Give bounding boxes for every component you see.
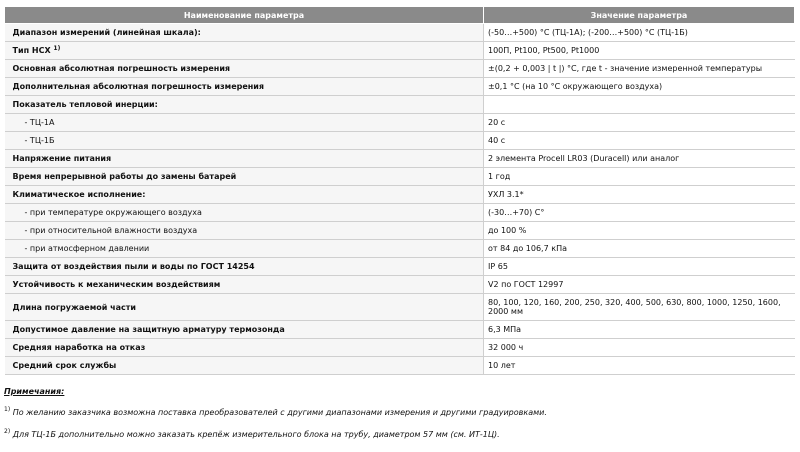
param-name-text: Средняя наработка на отказ bbox=[12, 343, 146, 352]
notes-section bbox=[4, 387, 794, 452]
param-name bbox=[5, 240, 484, 258]
param-value: ±0,1 °С (на 10 °С окружающего воздуха) bbox=[484, 78, 795, 96]
param-name bbox=[5, 132, 484, 150]
table-row bbox=[5, 150, 795, 168]
table-row bbox=[5, 357, 795, 375]
param-value: 6,3 МПа bbox=[484, 321, 795, 339]
footnote-text: Для ТЦ-1Б дополнительно можно заказать крепёж измерительного блока на трубу, диаметром 57 мм (см. ИТ-1Ц). bbox=[10, 430, 500, 439]
parameters-table bbox=[4, 6, 795, 375]
table-row bbox=[5, 294, 795, 321]
table-row bbox=[5, 339, 795, 357]
param-name-text: Время непрерывной работы до замены батарей bbox=[12, 172, 237, 181]
footnote bbox=[4, 430, 794, 439]
param-name-text: - при атмосферном давлении bbox=[24, 244, 150, 253]
table-row bbox=[5, 204, 795, 222]
table-row bbox=[5, 258, 795, 276]
param-name-text: Средний срок службы bbox=[12, 361, 117, 370]
param-name bbox=[5, 168, 484, 186]
column-header-name: Наименование параметра bbox=[5, 7, 484, 24]
param-name bbox=[5, 150, 484, 168]
param-name bbox=[5, 294, 484, 321]
param-name-text: Дополнительная абсолютная погрешность измерения bbox=[12, 82, 265, 91]
table-row bbox=[5, 168, 795, 186]
param-name bbox=[5, 276, 484, 294]
param-name-text: Климатическое исполнение: bbox=[12, 190, 146, 199]
notes-title: Примечания: bbox=[4, 387, 65, 396]
param-value: 20 с bbox=[484, 114, 795, 132]
param-value: 40 с bbox=[484, 132, 795, 150]
param-name bbox=[5, 357, 484, 375]
param-value: IP 65 bbox=[484, 258, 795, 276]
table-row bbox=[5, 60, 795, 78]
param-value: 80, 100, 120, 160, 200, 250, 320, 400, 500, 630, 800, 1000, 1250, 1600, 2000 мм bbox=[484, 294, 795, 321]
param-name bbox=[5, 78, 484, 96]
param-name bbox=[5, 258, 484, 276]
param-value: V2 по ГОСТ 12997 bbox=[484, 276, 795, 294]
table-row bbox=[5, 186, 795, 204]
param-value: 32 000 ч bbox=[484, 339, 795, 357]
footnote bbox=[4, 408, 794, 417]
param-name bbox=[5, 186, 484, 204]
param-value: 2 элемента Procell LR03 (Duracell) или аналог bbox=[484, 150, 795, 168]
footnote-mark: 1) bbox=[4, 406, 11, 413]
param-name-text: - при температуре окружающего воздуха bbox=[24, 208, 202, 217]
column-header-value: Значение параметра bbox=[484, 7, 795, 24]
table-header-row bbox=[5, 7, 795, 24]
param-value: 100П, Pt100, Pt500, Pt1000 bbox=[484, 42, 795, 60]
param-name bbox=[5, 222, 484, 240]
param-name bbox=[5, 321, 484, 339]
table-row bbox=[5, 222, 795, 240]
param-name-text: Устойчивость к механическим воздействиям bbox=[12, 280, 221, 289]
param-name bbox=[5, 204, 484, 222]
param-value: УХЛ 3.1* bbox=[484, 186, 795, 204]
table-row bbox=[5, 24, 795, 42]
param-name bbox=[5, 339, 484, 357]
param-name bbox=[5, 60, 484, 78]
param-name bbox=[5, 42, 484, 60]
param-value: (-50…+500) °С (ТЦ-1А); (-200…+500) °С (ТЦ-1Б) bbox=[484, 24, 795, 42]
param-name bbox=[5, 114, 484, 132]
table-row bbox=[5, 276, 795, 294]
param-name-text: Защита от воздействия пыли и воды по ГОСТ 14254 bbox=[12, 262, 255, 271]
param-value: до 100 % bbox=[484, 222, 795, 240]
param-name-text: - ТЦ-1Б bbox=[24, 136, 55, 145]
table-row bbox=[5, 96, 795, 114]
param-name bbox=[5, 24, 484, 42]
param-name-text: Напряжение питания bbox=[12, 154, 112, 163]
table-row bbox=[5, 114, 795, 132]
footnote-text: По желанию заказчика возможна поставка преобразователей с другими диапазонами измерения и другими градуировками. bbox=[10, 408, 547, 417]
table-row bbox=[5, 321, 795, 339]
table-row bbox=[5, 78, 795, 96]
footnote-mark: 1) bbox=[53, 45, 61, 52]
param-name-text: - при относительной влажности воздуха bbox=[24, 226, 198, 235]
param-name-text: - ТЦ-1А bbox=[24, 118, 55, 127]
footnote-mark: 2) bbox=[4, 428, 11, 435]
param-name-text: Длина погружаемой части bbox=[12, 302, 137, 312]
table-row bbox=[5, 42, 795, 60]
param-value: 1 год bbox=[484, 168, 795, 186]
param-value: (-30…+70) С° bbox=[484, 204, 795, 222]
param-name-text: Тип НСХ bbox=[12, 46, 54, 55]
param-value: 10 лет bbox=[484, 357, 795, 375]
param-name-text: Допустимое давление на защитную арматуру термозонда bbox=[12, 325, 285, 334]
param-name-text: Показатель тепловой инерции: bbox=[12, 100, 158, 109]
param-name bbox=[5, 96, 484, 114]
param-name-text: Диапазон измерений (линейная шкала): bbox=[12, 28, 201, 37]
param-name-text: Основная абсолютная погрешность измерения bbox=[12, 64, 231, 73]
table-row bbox=[5, 132, 795, 150]
table-row bbox=[5, 240, 795, 258]
param-value bbox=[484, 96, 795, 114]
param-value: от 84 до 106,7 кПа bbox=[484, 240, 795, 258]
param-value: ±(0,2 + 0,003 | t |) °С, где t - значение измеренной температуры bbox=[484, 60, 795, 78]
